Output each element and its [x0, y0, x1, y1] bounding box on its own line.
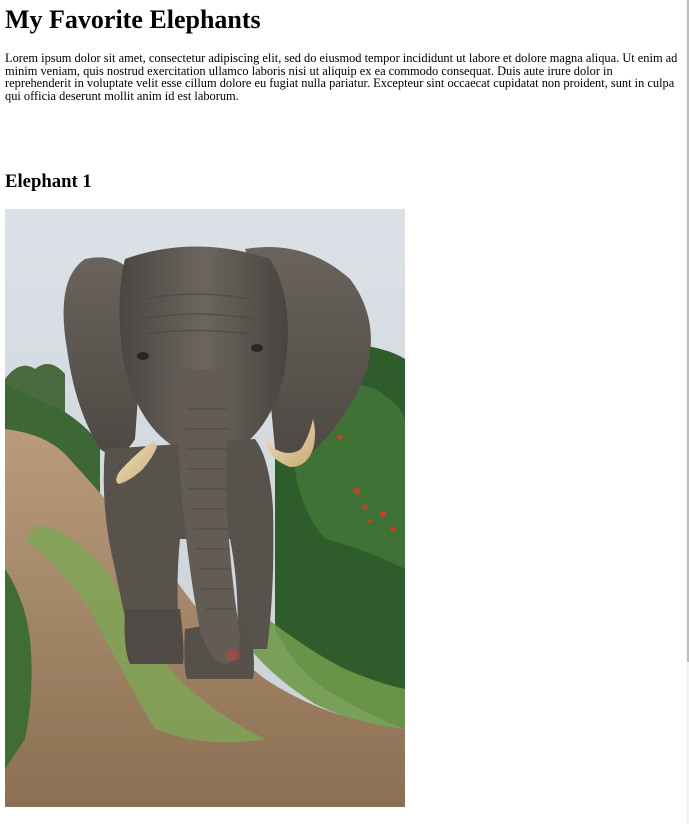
page-title: My Favorite Elephants	[5, 5, 261, 34]
left-eye	[137, 352, 149, 360]
elephant-1-heading: Elephant 1	[5, 171, 92, 192]
elephant-1-photo	[5, 209, 405, 807]
right-eye	[251, 344, 263, 352]
intro-paragraph: Lorem ipsum dolor sit amet, consectetur adipiscing elit, sed do eiusmod tempor incididunt ut labore et dolore magna aliqua. Ut enim ad minim veniam, quis nostrud exercitation ullamco laboris nisi ut aliquip ex ea commodo consequat. Duis aute irure dolor in reprehenderit in voluptate velit esse cillum dolore eu fugiat nulla pariatur. Excepteur sint occaecat cupidatat non proident, sunt in culpa qui officia deserunt mollit anim id est laborum.	[5, 51, 678, 103]
